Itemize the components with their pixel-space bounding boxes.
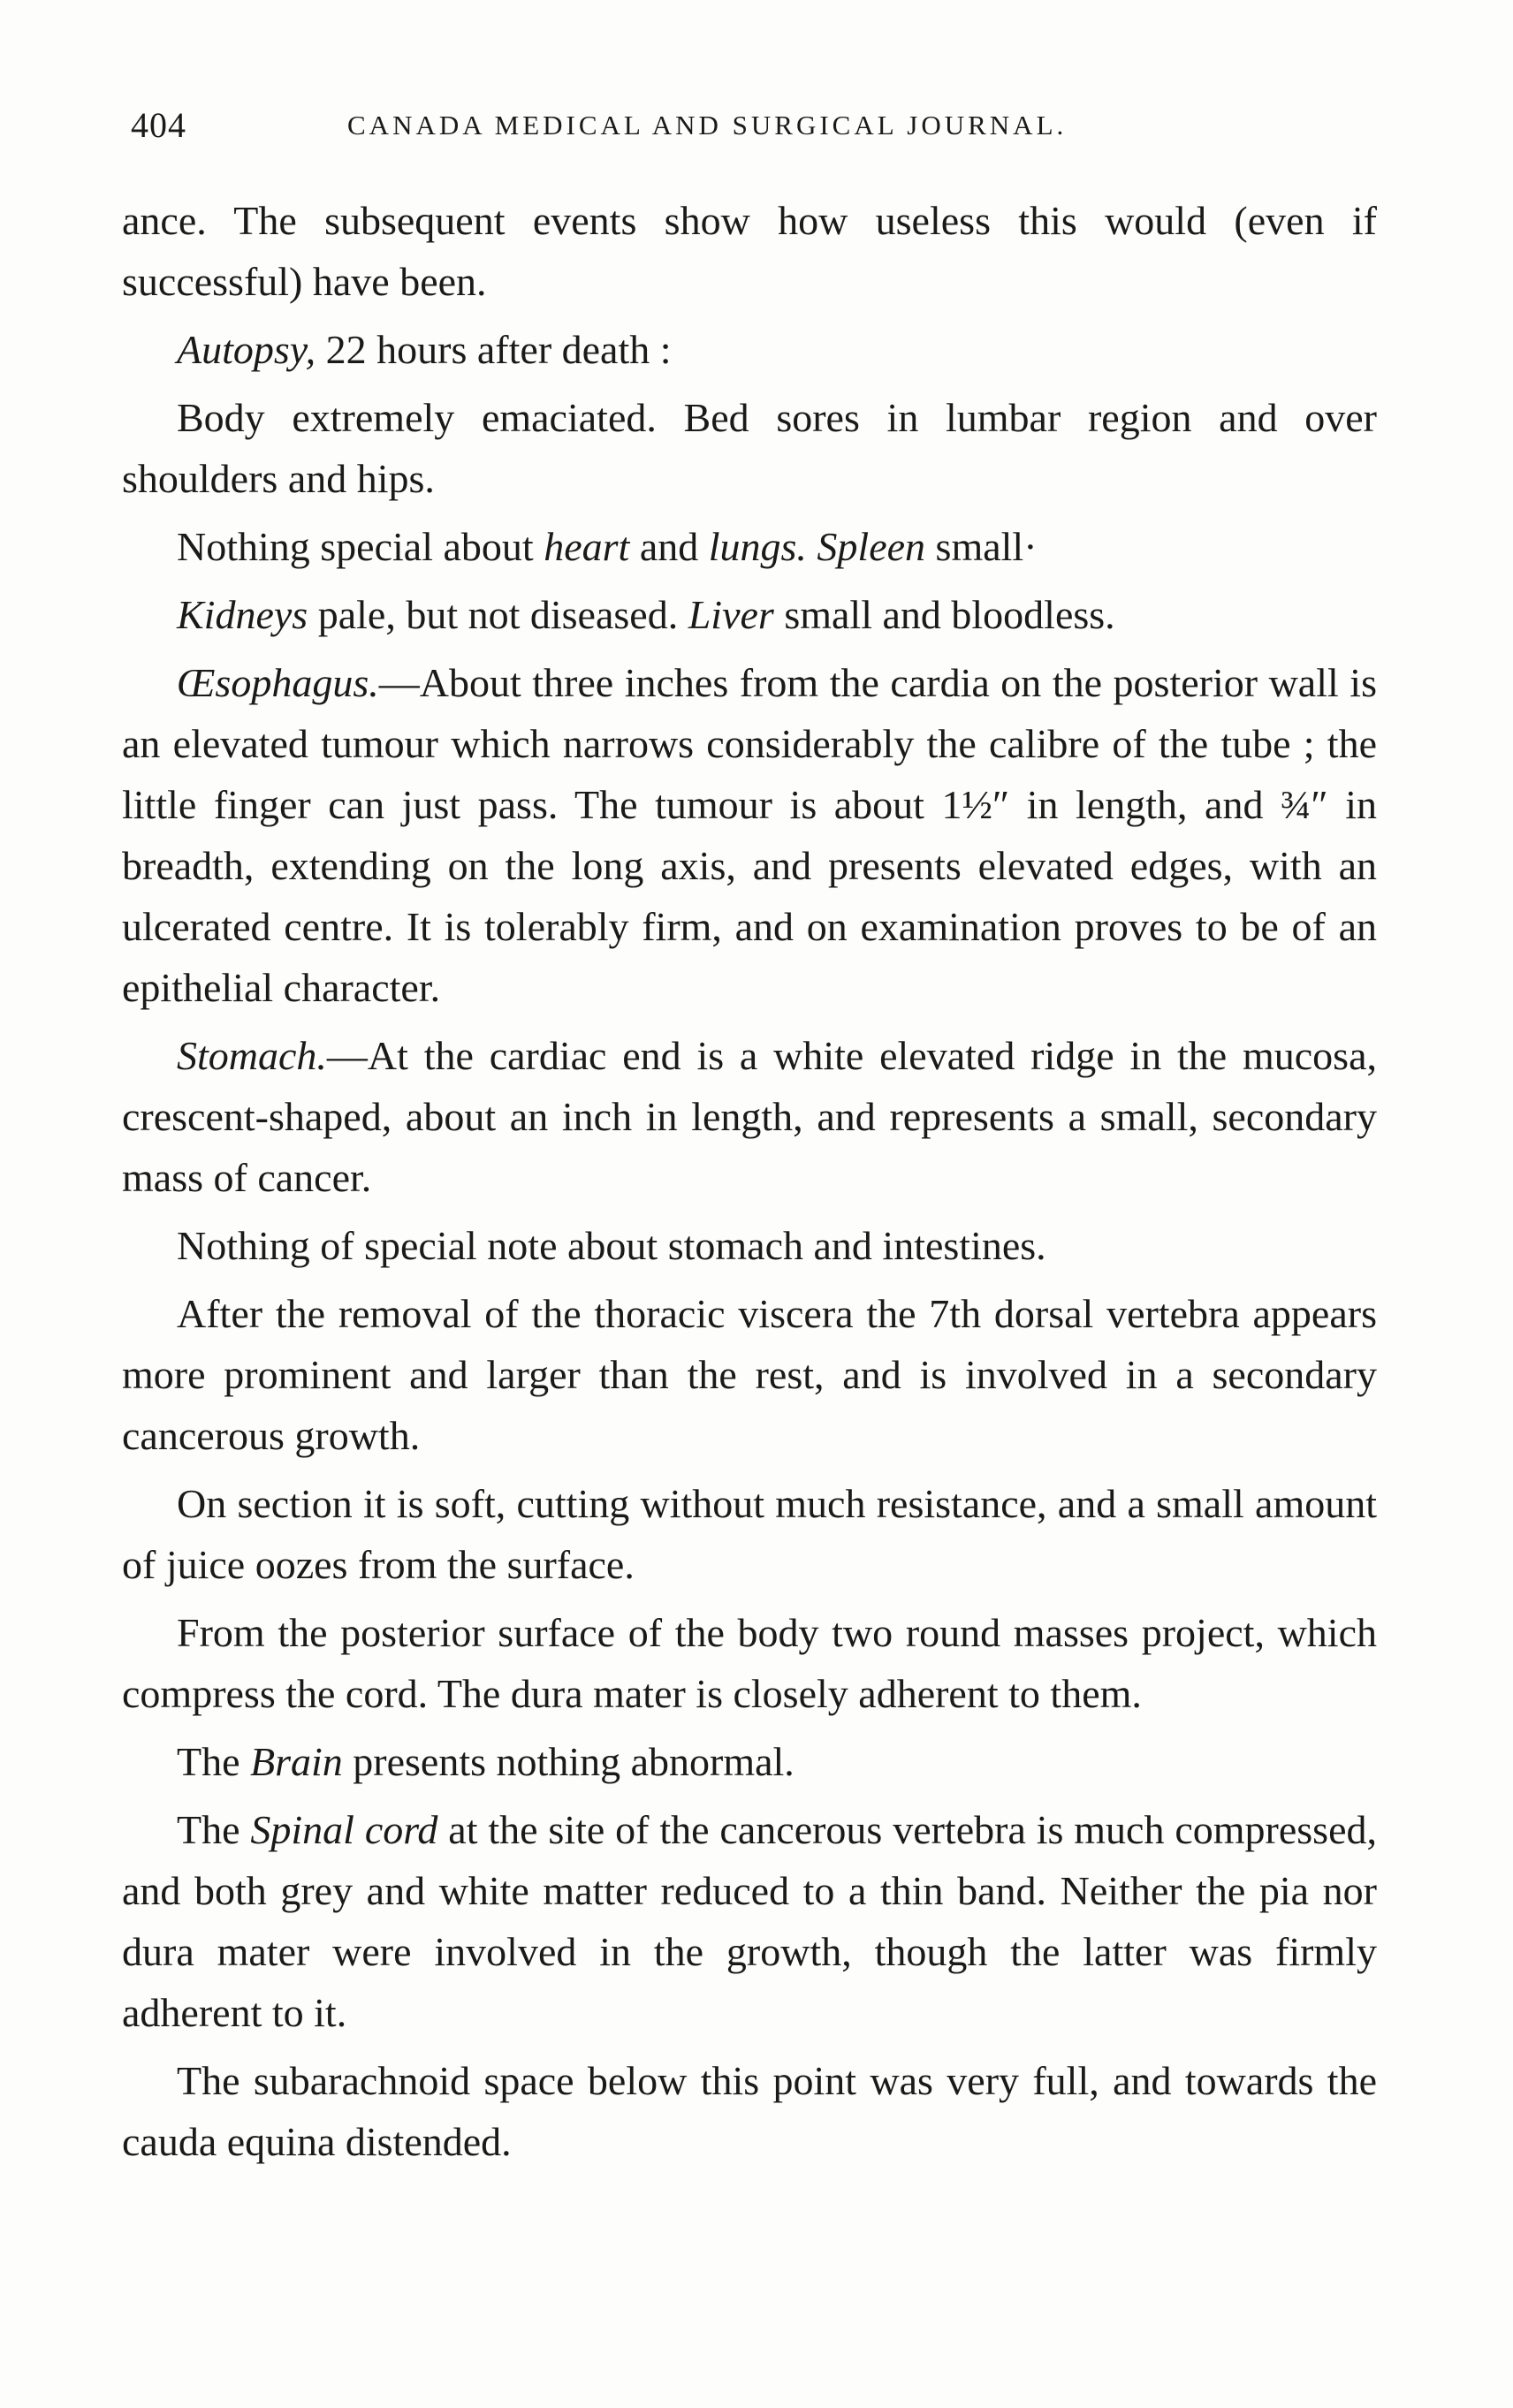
paragraph-posterior-surface: From the posterior surface of the body two round masses project, which compress the cord. The dura mater is closely adherent to them. (122, 1610, 1377, 1716)
autopsy-time: 22 hours after death : (316, 327, 672, 372)
paragraph-brain (122, 1731, 1377, 1792)
organ-kidneys: Kidneys (177, 592, 308, 637)
organ-spinal-cord: Spinal cord (250, 1807, 438, 1852)
page-header (131, 104, 1368, 157)
paragraph-section: On section it is soft, cutting without much resistance, and a small amount of juice oozes from the surface. (122, 1481, 1377, 1587)
paragraph-oesophagus (122, 652, 1377, 1018)
paragraph-body-description: Body extremely emaciated. Bed sores in lumbar region and over shoulders and hips. (122, 395, 1377, 501)
paragraph-subarachnoid: The subarachnoid space below this point was very full, and towards the cauda equina distended. (122, 2058, 1377, 2164)
text-run: The (177, 1739, 251, 1784)
text-run: presents nothing abnormal. (342, 1739, 795, 1784)
text-run: —At the cardiac end is a white elevated ridge in the mucosa, crescent-shaped, about an inch in length, and represents a small, secondary mass of cancer. (122, 1033, 1377, 1200)
paragraph-vertebra: After the removal of the thoracic viscera the 7th dorsal vertebra appears more prominent and larger than the rest, and is involved in a secondary cancerous growth. (122, 1291, 1377, 1458)
autopsy-label: Autopsy, (177, 327, 316, 372)
paragraph-continuation: ance. The subsequent events show how useless this would (even if successful) have been. (122, 198, 1377, 304)
organ-stomach: Stomach. (177, 1033, 327, 1078)
paragraph-intestines: Nothing of special note about stomach and intestines. (177, 1223, 1046, 1268)
organ-heart: heart (544, 524, 630, 569)
paragraph-organs (122, 516, 1377, 577)
organ-spleen: Spleen (817, 524, 926, 569)
text-run: and (629, 524, 709, 569)
page-number: 404 (131, 105, 186, 145)
body-text (122, 190, 1377, 2179)
text-run (807, 524, 817, 569)
organ-brain: Brain (250, 1739, 343, 1784)
text-run: small· (925, 524, 1038, 569)
text-run: Nothing special about (177, 524, 544, 569)
paragraph-stomach (122, 1025, 1377, 1208)
organ-lungs: lungs. (708, 524, 807, 569)
paragraph-kidneys-liver (122, 584, 1377, 645)
text-run: The (177, 1807, 251, 1852)
text-run: —About three inches from the cardia on the posterior wall is an elevated tumour which narrows considerably the calibre of the tube ; the little finger can just pass. The tumour is about 1½″ in length, and ¾″ in breadth, extending on the long axis, and presents elevated edges, with an ulcerated centre. It is tolerably firm, and on examination proves to be of an epithelial character. (122, 660, 1377, 1010)
text-run: at the site of the cancerous vertebra is much compressed, and both grey and white matter reduced to a thin band. Neither the pia nor dura mater were involved in the growth, though the latter was firmly adherent to it. (122, 1807, 1377, 2035)
text-run: small and bloodless. (773, 592, 1115, 637)
organ-liver: Liver (688, 592, 774, 637)
paragraph-spinal-cord (122, 1799, 1377, 2043)
organ-oesophagus: Œsophagus. (177, 660, 379, 705)
text-run: pale, but not diseased. (308, 592, 688, 637)
paragraph-autopsy-heading (122, 319, 1377, 380)
running-head: CANADA MEDICAL AND SURGICAL JOURNAL. (347, 110, 1068, 141)
